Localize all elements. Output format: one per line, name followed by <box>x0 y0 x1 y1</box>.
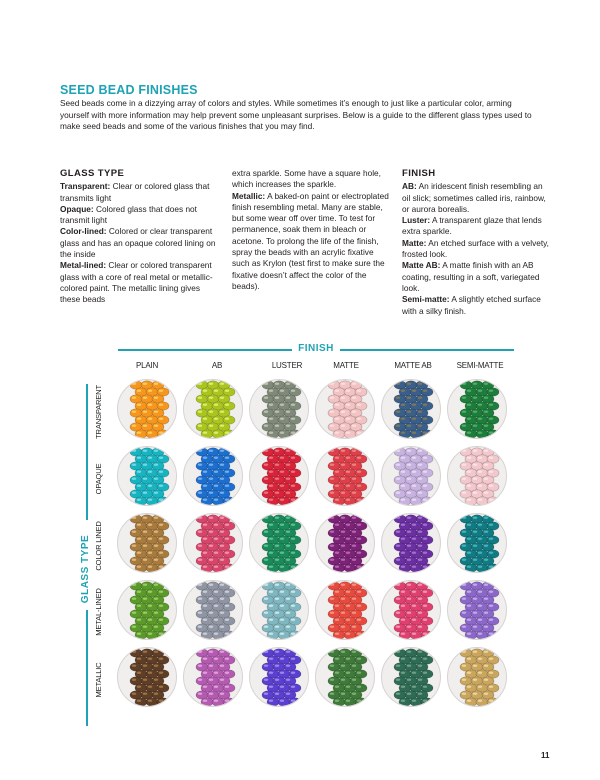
finish-heading: FINISH <box>402 168 436 179</box>
entry-text: Colored or clear transparent glass and has an opaque colored lining on the inside <box>60 226 216 260</box>
opaque-matte-ab-swatch <box>381 446 441 506</box>
metallic-luster-swatch <box>249 647 309 707</box>
color-lined-matte-ab-swatch <box>381 513 441 573</box>
row-label-color-lined: COLOR LINED <box>94 521 103 571</box>
intro-paragraph: Seed beads come in a dizzying array of colors and styles. While sometimes it’s enough to just like a particular color, arming yourself with more information may help prevent some unpleasant surprises. Below is a guide to the different glass types used to make seed beads and some of the various finishes that you may find. <box>60 98 532 132</box>
glass-axis-label: GLASS TYPE <box>80 534 91 604</box>
bead-strand-icon <box>316 581 374 639</box>
entry-text: An iridescent finish resembling an oil slick; sometimes called iris, rainbow, or aurora borealis. <box>402 181 546 214</box>
finish-entry-matte <box>402 238 552 261</box>
glass-entry-opaque <box>60 204 220 227</box>
finish-entry-matte-ab <box>402 260 552 294</box>
bead-strand-icon <box>448 380 506 438</box>
bead-strand-icon <box>316 648 374 706</box>
column-label-ab: AB <box>211 361 223 370</box>
glass-entry-transparent <box>60 181 220 204</box>
entry-term: Opaque: <box>60 203 94 214</box>
page-title: SEED BEAD FINISHES <box>60 83 198 97</box>
opaque-semi-matte-swatch <box>447 446 507 506</box>
entry-term: AB: <box>402 181 417 192</box>
color-lined-plain-swatch <box>117 513 177 573</box>
metallic-matte-swatch <box>315 647 375 707</box>
metal-lined-ab-swatch <box>183 580 243 640</box>
entry-text: A matte finish with an AB coating, resulting in a soft, variegated look. <box>402 260 540 293</box>
bead-strand-icon <box>184 447 242 505</box>
finish-entry-semi-matte <box>402 294 552 317</box>
row-label-opaque: OPAQUE <box>94 463 103 495</box>
transparent-semi-matte-swatch <box>447 379 507 439</box>
row-label-transparent: TRANSPARENT <box>94 385 103 439</box>
entry-text: A slightly etched surface with a silky finish. <box>402 294 541 316</box>
glass-type-heading: GLASS TYPE <box>60 168 125 179</box>
page-number: 11 <box>541 751 550 760</box>
color-lined-matte-swatch <box>315 513 375 573</box>
glass-entry-color-lined <box>60 226 220 260</box>
entry-text: Clear or colored glass that transmits light <box>60 181 210 203</box>
opaque-ab-swatch <box>183 446 243 506</box>
column-label-semi-matte: SEMI-MATTE <box>456 361 504 370</box>
metal-lined-matte-ab-swatch <box>381 580 441 640</box>
row-label-metal-lined: METAL-LINED <box>94 588 103 636</box>
column-label-luster: LUSTER <box>271 361 303 370</box>
color-lined-semi-matte-swatch <box>447 513 507 573</box>
bead-strand-icon <box>118 447 176 505</box>
entry-term: Luster: <box>402 215 431 226</box>
transparent-matte-ab-swatch <box>381 379 441 439</box>
bead-strand-icon <box>448 514 506 572</box>
bead-strand-icon <box>250 447 308 505</box>
bead-strand-icon <box>316 514 374 572</box>
metal-lined-plain-swatch <box>117 580 177 640</box>
metallic-plain-swatch <box>117 647 177 707</box>
transparent-ab-swatch <box>183 379 243 439</box>
bead-strand-icon <box>250 380 308 438</box>
entry-text: A baked-on paint or electroplated finish resembling metal. Many are stable, but some wear off over time. To test for permanence, soak them in bleach or acetone. To prolong the life of the finish, spray the beads with an acrylic fixative such as Krylon (test first to make sure the fixative doesn’t affect the color of the beads). <box>232 190 389 291</box>
bead-strand-icon <box>250 581 308 639</box>
finish-axis <box>118 343 514 357</box>
metallic-matte-ab-swatch <box>381 647 441 707</box>
bead-strand-icon <box>382 514 440 572</box>
bead-strand-icon <box>448 648 506 706</box>
bead-strand-icon <box>184 380 242 438</box>
bead-strand-icon <box>316 380 374 438</box>
bead-strand-icon <box>250 514 308 572</box>
bead-strand-icon <box>448 447 506 505</box>
metallic-ab-swatch <box>183 647 243 707</box>
bead-strand-icon <box>118 648 176 706</box>
bead-strand-icon <box>250 648 308 706</box>
bead-strand-icon <box>382 447 440 505</box>
entry-term: Transparent: <box>60 181 111 192</box>
bead-strand-icon <box>118 380 176 438</box>
bead-strand-icon <box>184 648 242 706</box>
bead-strand-icon <box>184 581 242 639</box>
bead-strand-icon <box>316 447 374 505</box>
metal-lined-semi-matte-swatch <box>447 580 507 640</box>
glass-type-continued-column <box>232 168 392 292</box>
entry-text: An etched surface with a velvety, frosted look. <box>402 237 549 260</box>
entry-term: Matte AB: <box>402 260 441 271</box>
entry-term: Metallic: <box>232 190 266 201</box>
bead-strand-icon <box>382 380 440 438</box>
entry-term: Semi-matte: <box>402 294 450 305</box>
entry-text: Clear or colored transparent glass with a core of real metal or metallic-colored paint. The metallic lining gives these beads <box>60 260 213 305</box>
opaque-luster-swatch <box>249 446 309 506</box>
column-label-plain: PLAIN <box>135 361 159 370</box>
row-label-metallic: METALLIC <box>94 662 103 698</box>
glass-axis-line-bottom <box>86 610 88 726</box>
glass-type-column <box>60 168 220 306</box>
finish-entry-luster <box>402 215 552 238</box>
color-lined-luster-swatch <box>249 513 309 573</box>
bead-strand-icon <box>448 581 506 639</box>
opaque-plain-swatch <box>117 446 177 506</box>
bead-strand-icon <box>382 648 440 706</box>
finish-entry-ab <box>402 181 552 215</box>
transparent-plain-swatch <box>117 379 177 439</box>
entry-text: A transparent glaze that lends extra sparkle. <box>402 215 542 237</box>
metal-lined-matte-swatch <box>315 580 375 640</box>
finish-column <box>402 168 552 317</box>
opaque-matte-swatch <box>315 446 375 506</box>
entry-term: Metal-lined: <box>60 260 107 271</box>
finish-axis-label: FINISH <box>292 343 340 354</box>
bead-strand-icon <box>382 581 440 639</box>
metal-lined-luster-swatch <box>249 580 309 640</box>
column-label-matte: MATTE <box>333 361 359 370</box>
entry-text: Colored glass that does not transmit light <box>60 203 197 226</box>
bead-strand-icon <box>118 514 176 572</box>
metal-lined-continued: extra sparkle. Some have a square hole, which increases the sparkle. <box>232 168 381 190</box>
bead-strand-icon <box>118 581 176 639</box>
metallic-semi-matte-swatch <box>447 647 507 707</box>
bead-strand-icon <box>184 514 242 572</box>
transparent-luster-swatch <box>249 379 309 439</box>
entry-term: Color-lined: <box>60 226 107 237</box>
column-label-matte-ab: MATTE AB <box>394 361 432 370</box>
glass-entry-metallic <box>232 191 392 293</box>
color-lined-ab-swatch <box>183 513 243 573</box>
glass-entry-metal-lined <box>60 260 220 305</box>
glass-axis-line-top <box>86 384 88 520</box>
transparent-matte-swatch <box>315 379 375 439</box>
entry-term: Matte: <box>402 237 427 248</box>
